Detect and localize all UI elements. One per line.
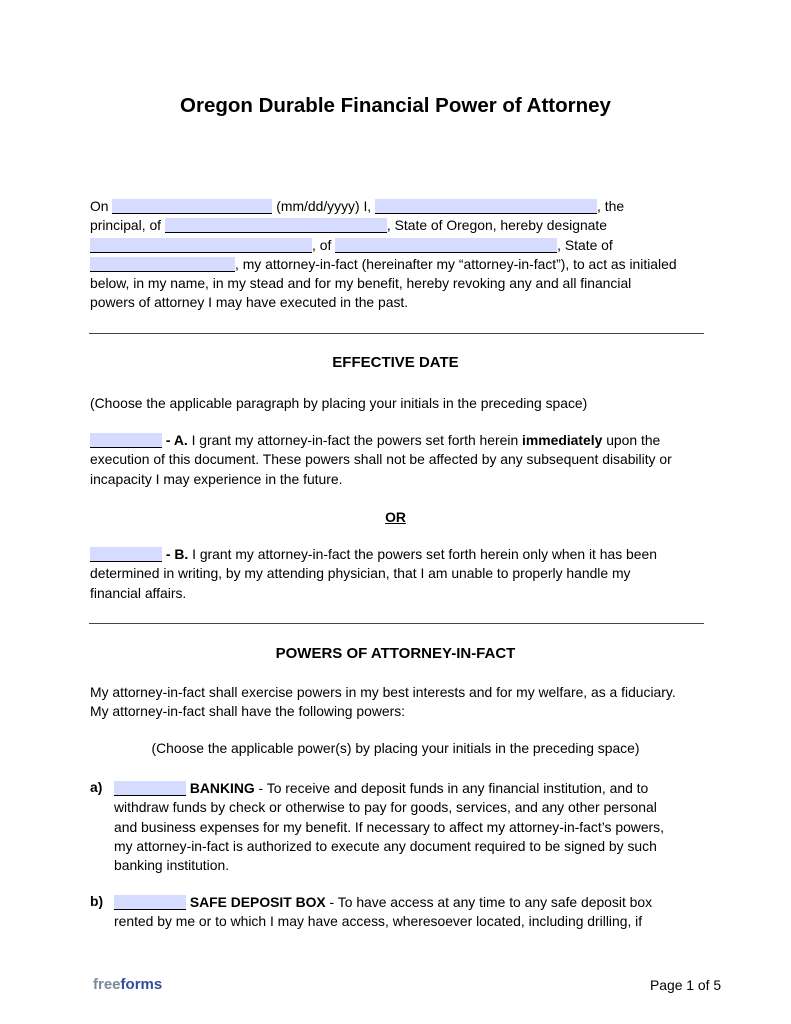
banking-initials-field[interactable]: [114, 781, 186, 796]
option-a-emphasis: immediately: [522, 432, 603, 448]
intro-line6: powers of attorney I may have executed in the past.: [90, 294, 409, 311]
powers-instruction: (Choose the applicable power(s) by placing your initials in the preceding space): [151, 740, 640, 756]
powers-intro-line1: My attorney-in-fact shall exercise powers in my best interests and for my welfare, as a fiduciary.: [90, 684, 676, 700]
intro-paragraph: [90, 197, 710, 313]
logo-part-forms: forms: [120, 976, 163, 993]
item-a-paragraph: [114, 779, 714, 875]
option-b-text: I grant my attorney-in-fact the powers set forth herein only when it has been: [188, 546, 657, 562]
item-b-name: SAFE DEPOSIT BOX: [189, 894, 326, 910]
or-label: OR: [385, 509, 406, 525]
option-b-line2: determined in writing, by my attending physician, that I am unable to properly handle my: [90, 565, 631, 582]
section-divider: [89, 623, 704, 624]
item-b-paragraph: [114, 893, 714, 932]
intro-attorney-text: , my attorney-in-fact (hereinafter my “attorney-in-fact”), to act as initialed: [235, 255, 677, 272]
item-a-letter: a): [90, 779, 103, 795]
document-title: Oregon Durable Financial Power of Attorney: [180, 94, 611, 117]
intro-principal-of: principal, of: [90, 217, 162, 234]
or-divider: [0, 509, 791, 525]
attorney-name-field[interactable]: [90, 238, 312, 253]
item-b-line1: rented by me or to which I may have access, wheresoever located, including drilling, if: [114, 913, 643, 930]
item-a-text: - To receive and deposit funds in any financial institution, and to: [254, 780, 649, 796]
intro-state-of: , State of: [557, 236, 613, 253]
intro-on: On: [90, 198, 109, 214]
item-a-line1: withdraw funds by check or otherwise to pay for goods, services, and any other personal: [114, 799, 657, 816]
option-a-line2: execution of this document. These powers shall not be affected by any subsequent disability or: [90, 451, 672, 468]
powers-intro: [90, 683, 710, 722]
date-field[interactable]: [112, 199, 272, 214]
intro-of: , of: [312, 236, 332, 253]
page-number: Page 1 of 5: [650, 977, 722, 993]
option-b-initials-field[interactable]: [90, 547, 162, 562]
item-b-text: - To have access at any time to any safe deposit box: [325, 894, 653, 910]
effective-date-heading: EFFECTIVE DATE: [332, 354, 459, 371]
option-a-paragraph: [90, 431, 710, 489]
powers-heading: POWERS OF ATTORNEY-IN-FACT: [275, 645, 516, 662]
item-b-letter: b): [90, 893, 104, 909]
item-a-line3: my attorney-in-fact is authorized to execute any document required to be signed by such: [114, 837, 657, 854]
option-a-line3: incapacity I may experience in the future.: [90, 470, 343, 487]
intro-the: , the: [597, 198, 625, 214]
option-b-line3: financial affairs.: [90, 584, 187, 601]
logo-part-free: free: [93, 976, 121, 993]
option-b-label: - B.: [162, 546, 189, 562]
attorney-address-field[interactable]: [335, 238, 557, 253]
effective-date-instruction: (Choose the applicable paragraph by placing your initials in the preceding space): [90, 395, 588, 411]
principal-name-field[interactable]: [375, 199, 597, 214]
option-a-text: I grant my attorney-in-fact the powers set forth herein: [187, 432, 523, 448]
attorney-state-field[interactable]: [90, 257, 235, 272]
safe-deposit-initials-field[interactable]: [114, 895, 186, 910]
item-a-line2: and business expenses for my benefit. If necessary to affect my attorney-in-fact’s powers,: [114, 818, 664, 835]
option-a-text-after: upon the: [602, 432, 661, 448]
section-divider: [89, 333, 704, 334]
intro-designate: , State of Oregon, hereby designate: [386, 217, 607, 234]
option-a-label: - A.: [162, 432, 188, 448]
freeforms-logo: [93, 976, 162, 993]
option-a-initials-field[interactable]: [90, 433, 162, 448]
date-hint: (mm/dd/yyyy) I,: [276, 198, 372, 214]
intro-line5: below, in my name, in my stead and for my benefit, hereby revoking any and all financial: [90, 275, 632, 292]
principal-address-field[interactable]: [165, 218, 387, 233]
item-a-line4: banking institution.: [114, 857, 230, 874]
option-b-paragraph: [90, 545, 710, 603]
item-a-name: BANKING: [189, 780, 255, 796]
powers-intro-line2: My attorney-in-fact shall have the following powers:: [90, 703, 406, 720]
